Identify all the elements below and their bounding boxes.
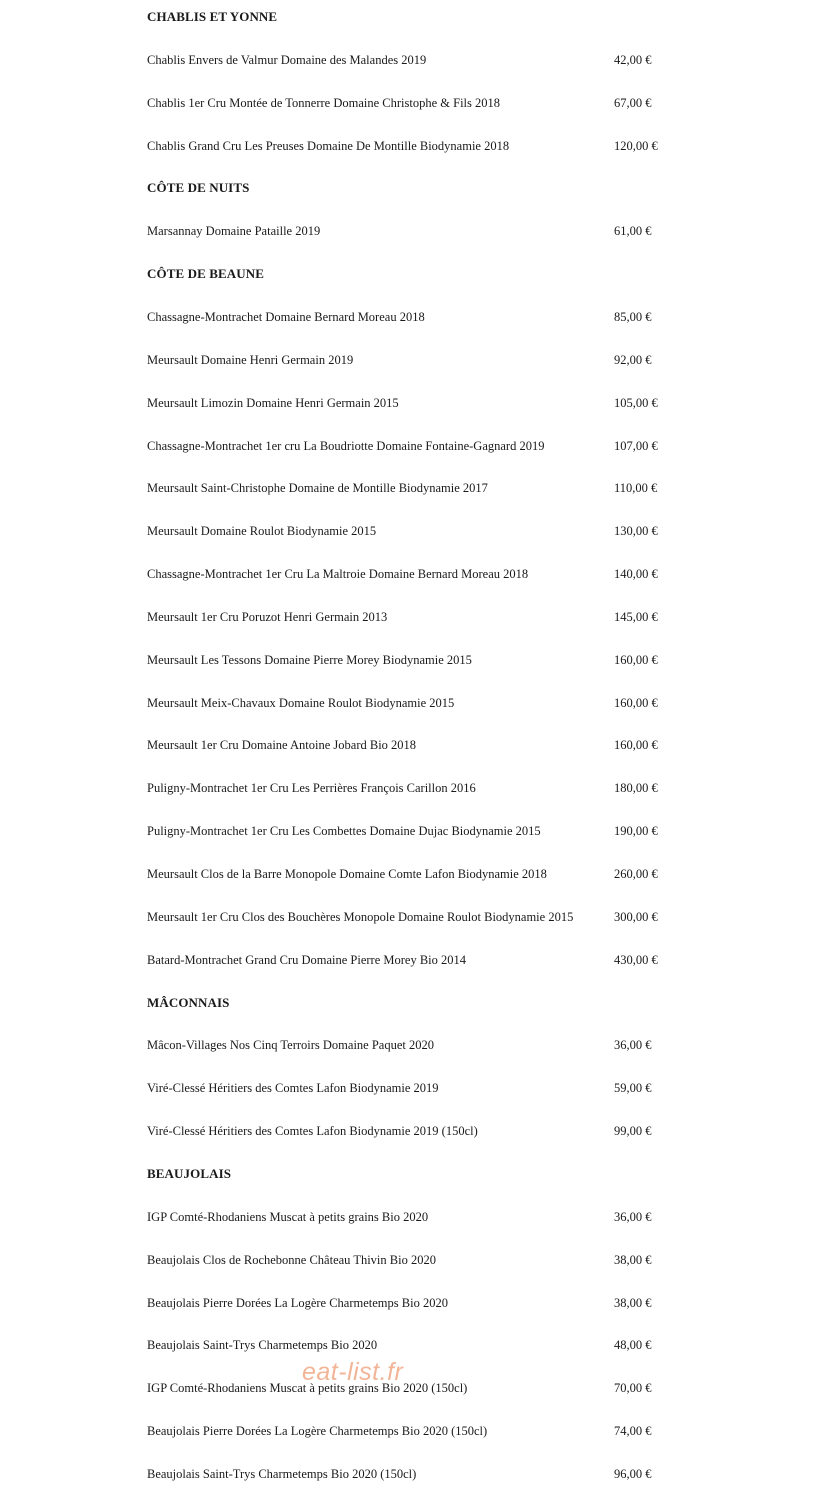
watermark: eat-list.fr	[302, 1358, 404, 1386]
section-title: BEAUJOLAIS	[147, 1165, 232, 1181]
wine-row	[0, 436, 827, 456]
wine-price: 96,00 €	[614, 1466, 652, 1481]
wine-row	[0, 1207, 827, 1227]
wine-name: Meursault Clos de la Barre Monopole Domaine Comte Lafon Biodynamie 2018	[147, 867, 547, 881]
wine-row	[0, 393, 827, 413]
wine-row	[0, 778, 827, 798]
wine-name: Chablis Grand Cru Les Preuses Domaine De Montille Biodynamie 2018	[147, 138, 510, 153]
wine-row	[0, 907, 827, 927]
section-title: CHABLIS ET YONNE	[147, 9, 278, 24]
wine-row	[0, 821, 827, 841]
wine-price: 99,00 €	[614, 1124, 652, 1139]
wine-row	[0, 93, 827, 113]
wine-name: Beaujolais Pierre Dorées La Logère Charmetemps Bio 2020 (150cl)	[147, 1424, 488, 1439]
wine-name: Beaujolais Pierre Dorées La Logère Charmetemps Bio 2020	[147, 1295, 448, 1310]
wine-price: 74,00 €	[614, 1424, 652, 1439]
wine-name: Beaujolais Clos de Rochebonne Château Thivin Bio 2020	[147, 1252, 436, 1267]
wine-row	[0, 136, 827, 156]
wine-price: 160,00 €	[614, 652, 658, 667]
wine-row	[0, 221, 827, 241]
wine-row	[0, 650, 827, 670]
section-heading	[0, 178, 827, 198]
wine-price: 110,00 €	[614, 481, 658, 496]
wine-row	[0, 50, 827, 70]
wine-price: 85,00 €	[614, 309, 652, 324]
wine-name: Marsannay Domaine Pataille 2019	[147, 224, 321, 239]
wine-row	[0, 478, 827, 498]
wine-price: 260,00 €	[614, 867, 658, 881]
wine-name: Viré-Clessé Héritiers des Comtes Lafon Biodynamie 2019	[147, 1081, 439, 1096]
section-heading	[0, 1164, 827, 1184]
section-heading	[0, 993, 827, 1013]
wine-price: 130,00 €	[614, 524, 658, 539]
wine-price: 300,00 €	[614, 909, 658, 924]
wine-price: 42,00 €	[614, 52, 652, 67]
wine-name: Beaujolais Saint-Trys Charmetemps Bio 2020	[147, 1338, 378, 1353]
section-title: MÂCONNAIS	[147, 994, 230, 1010]
wine-price: 430,00 €	[614, 952, 658, 967]
wine-price: 145,00 €	[614, 609, 658, 624]
wine-row	[0, 564, 827, 584]
section-heading	[0, 7, 827, 27]
wine-row	[0, 1464, 827, 1484]
wine-row	[0, 307, 827, 327]
wine-row	[0, 1378, 827, 1398]
wine-name: Meursault 1er Cru Domaine Antoine Jobard Bio 2018	[147, 738, 417, 753]
wine-row	[0, 1121, 827, 1141]
wine-price: 190,00 €	[614, 824, 658, 839]
wine-name: Mâcon-Villages Nos Cinq Terroirs Domaine Paquet 2020	[147, 1038, 434, 1053]
wine-name: Chassagne-Montrachet 1er cru La Boudriotte Domaine Fontaine-Gagnard 2019	[147, 438, 545, 453]
wine-name: Meursault Limozin Domaine Henri Germain 2015	[147, 395, 399, 410]
wine-price: 105,00 €	[614, 395, 658, 410]
wine-price: 140,00 €	[614, 567, 658, 582]
wine-name: Meursault Les Tessons Domaine Pierre Morey Biodynamie 2015	[147, 652, 472, 667]
wine-row	[0, 1293, 827, 1313]
wine-row	[0, 1335, 827, 1355]
wine-price: 180,00 €	[614, 781, 658, 796]
wine-row	[0, 950, 827, 970]
wine-name: Beaujolais Saint-Trys Charmetemps Bio 2020 (150cl)	[147, 1466, 417, 1481]
wine-row	[0, 1250, 827, 1270]
wine-price: 70,00 €	[614, 1381, 652, 1396]
wine-price: 120,00 €	[614, 138, 658, 153]
section-title: CÔTE DE BEAUNE	[147, 266, 264, 282]
wine-name: Meursault Domaine Roulot Biodynamie 2015	[147, 524, 377, 539]
wine-row	[0, 1421, 827, 1441]
wine-row	[0, 350, 827, 370]
wine-row	[0, 864, 827, 884]
wine-price: 38,00 €	[614, 1295, 652, 1310]
wine-price: 160,00 €	[614, 695, 658, 710]
wine-row	[0, 735, 827, 755]
wine-name: Chablis 1er Cru Montée de Tonnerre Domaine Christophe & Fils 2018	[147, 95, 501, 110]
wine-price: 36,00 €	[614, 1209, 652, 1224]
wine-row	[0, 1078, 827, 1098]
wine-name: Chablis Envers de Valmur Domaine des Malandes 2019	[147, 52, 427, 67]
wine-name: Batard-Montrachet Grand Cru Domaine Pierre Morey Bio 2014	[147, 952, 467, 967]
wine-name: Meursault 1er Cru Poruzot Henri Germain 2013	[147, 609, 388, 624]
wine-price: 61,00 €	[614, 224, 652, 239]
wine-row	[0, 693, 827, 713]
wine-name: Meursault Saint-Christophe Domaine de Montille Biodynamie 2017	[147, 481, 488, 496]
wine-name: Puligny-Montrachet 1er Cru Les Combettes Domaine Dujac Biodynamie 2015	[147, 824, 541, 839]
wine-name: Puligny-Montrachet 1er Cru Les Perrières François Carillon 2016	[147, 781, 476, 796]
section-heading	[0, 264, 827, 284]
section-title: CÔTE DE NUITS	[147, 180, 250, 196]
wine-name: Viré-Clessé Héritiers des Comtes Lafon Biodynamie 2019 (150cl)	[147, 1124, 478, 1139]
wine-price: 59,00 €	[614, 1081, 652, 1096]
wine-price: 36,00 €	[614, 1038, 652, 1053]
wine-price: 92,00 €	[614, 352, 652, 367]
wine-name: Chassagne-Montrachet 1er Cru La Maltroie Domaine Bernard Moreau 2018	[147, 567, 529, 582]
wine-price: 67,00 €	[614, 95, 652, 110]
wine-price: 48,00 €	[614, 1338, 652, 1353]
wine-price: 160,00 €	[614, 738, 658, 753]
wine-name: Chassagne-Montrachet Domaine Bernard Moreau 2018	[147, 309, 425, 324]
wine-price: 107,00 €	[614, 438, 658, 453]
wine-name: Meursault Domaine Henri Germain 2019	[147, 352, 354, 367]
wine-price: 38,00 €	[614, 1252, 652, 1267]
wine-name: IGP Comté-Rhodaniens Muscat à petits grains Bio 2020	[147, 1209, 429, 1224]
wine-row	[0, 607, 827, 627]
wine-name: Meursault 1er Cru Clos des Bouchères Monopole Domaine Roulot Biodynamie 2015	[147, 909, 574, 924]
wine-row	[0, 521, 827, 541]
wine-name: Meursault Meix-Chavaux Domaine Roulot Biodynamie 2015	[147, 695, 455, 710]
wine-name: IGP Comté-Rhodaniens Muscat à petits grains Bio 2020 (150cl)	[147, 1381, 468, 1396]
wine-row	[0, 1035, 827, 1055]
